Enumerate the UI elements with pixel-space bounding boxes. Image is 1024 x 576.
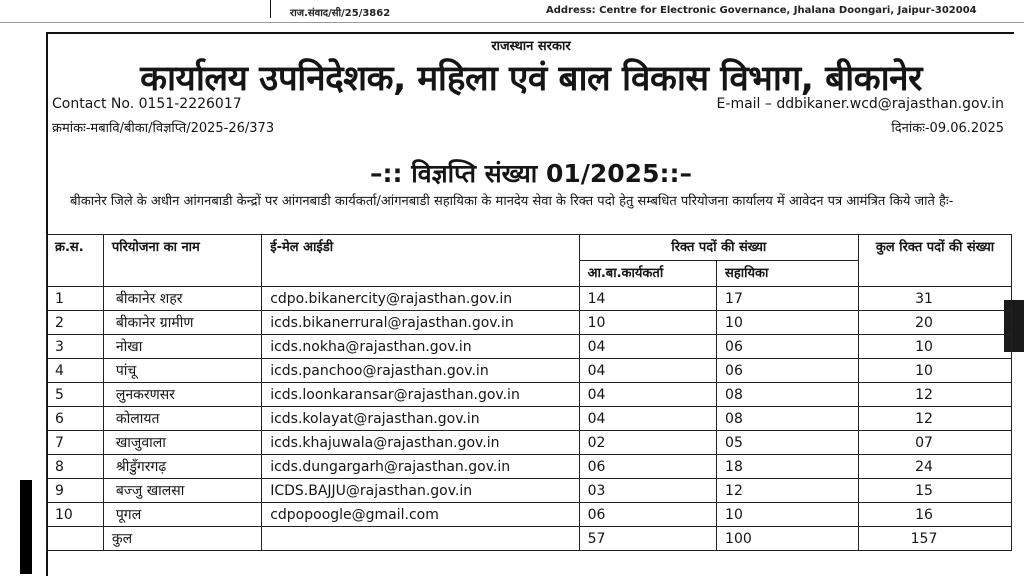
row-email: cdpopoogle@gmail.com xyxy=(262,503,579,527)
total-worker: 57 xyxy=(579,527,716,551)
table-total-row xyxy=(47,527,1012,551)
row-project: श्रीडुँगरगढ़ xyxy=(103,455,261,479)
column-rule xyxy=(270,0,271,18)
row-worker: 14 xyxy=(579,287,716,311)
row-total: 16 xyxy=(859,503,1012,527)
notice-title: –:: विज्ञप्ति संख्या 01/2025::– xyxy=(370,159,692,188)
row-worker: 02 xyxy=(579,431,716,455)
col-worker-header: आ.बा.कार्यकर्ता xyxy=(579,261,716,287)
row-sno: 9 xyxy=(47,479,104,503)
total-sno-cell xyxy=(47,527,104,551)
row-sno: 2 xyxy=(47,311,104,335)
table-row xyxy=(47,407,1012,431)
total-helper: 100 xyxy=(717,527,859,551)
row-sno: 3 xyxy=(47,335,104,359)
table-row xyxy=(47,287,1012,311)
row-total: 20 xyxy=(859,311,1012,335)
row-email: icds.dungargarh@rajasthan.gov.in xyxy=(262,455,579,479)
reference-number: क्रमांकः-मबावि/बीका/विज्ञप्ति/2025-26/373 xyxy=(52,121,275,136)
row-project: लुनकरणसर xyxy=(103,383,261,407)
row-project: पूगल xyxy=(103,503,261,527)
row-sno: 1 xyxy=(47,287,104,311)
row-project: बीकानेर शहर xyxy=(103,287,261,311)
total-email-cell xyxy=(262,527,579,551)
row-worker: 04 xyxy=(579,359,716,383)
row-project: बीकानेर ग्रामीण xyxy=(103,311,261,335)
row-project: बज्जु खालसा xyxy=(103,479,261,503)
row-helper: 10 xyxy=(717,311,859,335)
row-email: icds.khajuwala@rajasthan.gov.in xyxy=(262,431,579,455)
government-label: राजस्थान सरकार xyxy=(491,39,571,54)
vacancy-table xyxy=(46,234,1012,551)
row-total: 24 xyxy=(859,455,1012,479)
column-rule xyxy=(0,22,1024,23)
row-total: 15 xyxy=(859,479,1012,503)
table-header-row xyxy=(47,235,1012,261)
row-worker: 10 xyxy=(579,311,716,335)
row-helper: 06 xyxy=(717,359,859,383)
row-project: नोखा xyxy=(103,335,261,359)
table-row xyxy=(47,311,1012,335)
row-total: 07 xyxy=(859,431,1012,455)
col-email-header: ई-मेल आईडी xyxy=(262,235,579,287)
row-helper: 18 xyxy=(717,455,859,479)
row-email: icds.panchoo@rajasthan.gov.in xyxy=(262,359,579,383)
row-worker: 03 xyxy=(579,479,716,503)
intro-paragraph: बीकानेर जिले के अधीन आंगनबाडी केन्द्रों पर आंगनबाडी कार्यकर्ता/आंगनबाडी सहायिका के मानदेय सेवा के रिक्त पदो हेतु सम्बधित परियोजना कार्यालय में आवेदन पत्र आमंत्रित किये जाते हैः- xyxy=(70,194,954,209)
col-sno-header: क्र.स. xyxy=(47,235,104,287)
row-sno: 6 xyxy=(47,407,104,431)
row-email: icds.loonkaransar@rajasthan.gov.in xyxy=(262,383,579,407)
row-helper: 10 xyxy=(717,503,859,527)
table-row xyxy=(47,479,1012,503)
total-label: कुल xyxy=(103,527,261,551)
row-total: 10 xyxy=(859,335,1012,359)
row-worker: 06 xyxy=(579,455,716,479)
address-line: Address: Centre for Electronic Governance, Jhalana Doongari, Jaipur-302004 xyxy=(546,5,977,16)
row-total: 12 xyxy=(859,383,1012,407)
table-row xyxy=(47,455,1012,479)
row-worker: 04 xyxy=(579,383,716,407)
col-helper-header: सहायिका xyxy=(717,261,859,287)
row-helper: 17 xyxy=(717,287,859,311)
table-row xyxy=(47,359,1012,383)
row-sno: 7 xyxy=(47,431,104,455)
row-helper: 08 xyxy=(717,407,859,431)
row-email: ICDS.BAJJU@rajasthan.gov.in xyxy=(262,479,579,503)
contact-number: Contact No. 0151-2226017 xyxy=(52,96,242,112)
row-helper: 08 xyxy=(717,383,859,407)
col-total-header: कुल रिक्त पदों की संख्या xyxy=(859,235,1012,287)
row-helper: 12 xyxy=(717,479,859,503)
publication-code: राज.संवाद/सी/25/3862 xyxy=(290,8,391,19)
total-all: 157 xyxy=(859,527,1012,551)
row-project: कोलायत xyxy=(103,407,261,431)
table-row xyxy=(47,335,1012,359)
table-row xyxy=(47,383,1012,407)
table-row xyxy=(47,431,1012,455)
row-worker: 04 xyxy=(579,407,716,431)
office-email: E-mail – ddbikaner.wcd@rajasthan.gov.in xyxy=(716,96,1004,112)
row-sno: 4 xyxy=(47,359,104,383)
row-email: icds.bikanerrural@rajasthan.gov.in xyxy=(262,311,579,335)
newspaper-top-strip xyxy=(0,0,1024,22)
row-helper: 05 xyxy=(717,431,859,455)
row-project: खाजुवाला xyxy=(103,431,261,455)
row-email: icds.kolayat@rajasthan.gov.in xyxy=(262,407,579,431)
row-total: 12 xyxy=(859,407,1012,431)
row-worker: 04 xyxy=(579,335,716,359)
row-total: 31 xyxy=(859,287,1012,311)
col-project-header: परियोजना का नाम xyxy=(103,235,261,287)
row-email: cdpo.bikanercity@rajasthan.gov.in xyxy=(262,287,579,311)
row-project: पांचू xyxy=(103,359,261,383)
neighbor-column-edge xyxy=(20,480,32,574)
row-total: 10 xyxy=(859,359,1012,383)
row-worker: 06 xyxy=(579,503,716,527)
row-sno: 5 xyxy=(47,383,104,407)
notice-date: दिनांकः-09.06.2025 xyxy=(891,121,1004,136)
office-title: कार्यालय उपनिदेशक, महिला एवं बाल विकास विभाग, बीकानेर xyxy=(140,59,922,99)
notice-document xyxy=(46,32,1014,576)
row-sno: 10 xyxy=(47,503,104,527)
col-vacancies-header: रिक्त पदों की संख्या xyxy=(579,235,858,261)
row-sno: 8 xyxy=(47,455,104,479)
table-row xyxy=(47,503,1012,527)
row-helper: 06 xyxy=(717,335,859,359)
row-email: icds.nokha@rajasthan.gov.in xyxy=(262,335,579,359)
